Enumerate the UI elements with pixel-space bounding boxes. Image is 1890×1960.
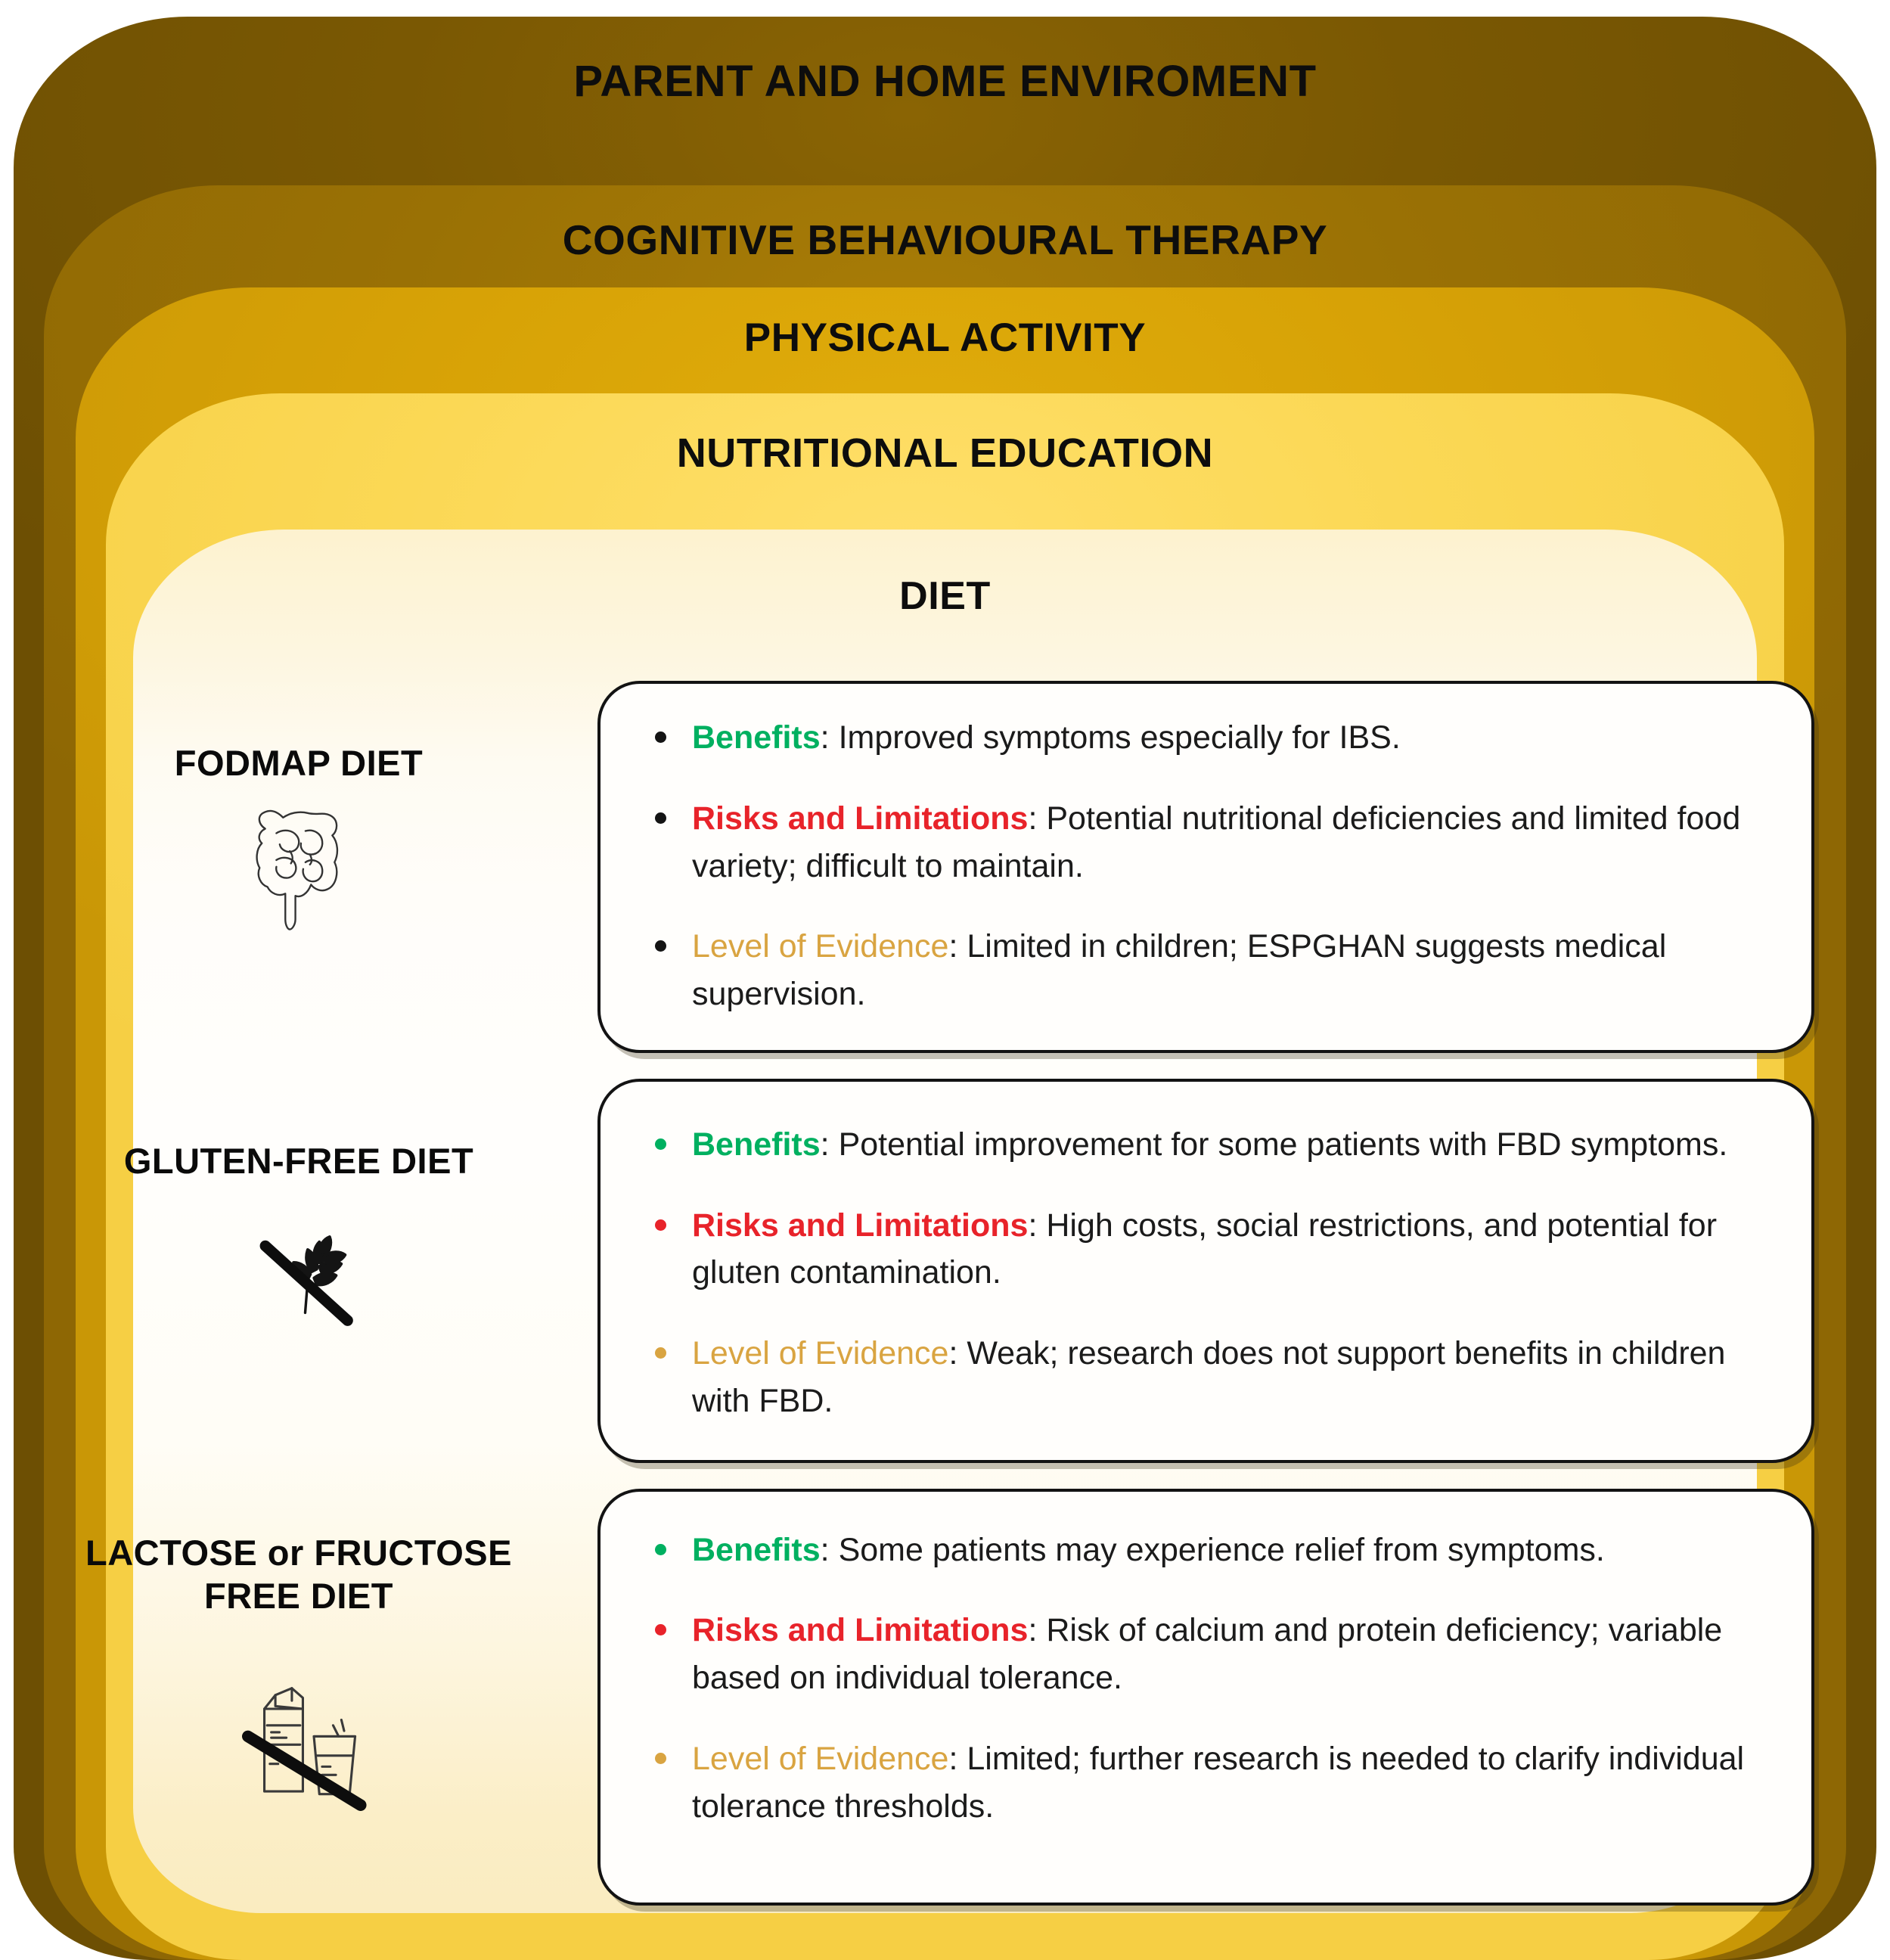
bullet-item <box>631 1330 1777 1425</box>
bullet-separator: : <box>820 1531 839 1568</box>
bullet-separator: : <box>948 1335 967 1372</box>
bullet-dot <box>655 1347 666 1359</box>
bullet-separator: : <box>1028 1207 1047 1244</box>
bullet-body: Some patients may experience relief from symptoms. <box>838 1531 1605 1568</box>
bullet-body: Potential nutritional deficiencies and limited food variety; difficult to maintain. <box>692 800 1741 884</box>
bullet-separator: : <box>948 1740 967 1777</box>
bullet-label: Benefits <box>692 719 821 756</box>
lactose-label-line-1: LACTOSE or FRUCTOSE <box>85 1532 512 1573</box>
bullet-label: Risks and Limitations <box>692 1612 1029 1649</box>
bullet-item <box>631 1607 1777 1702</box>
bullet-label: Level of Evidence <box>692 928 949 965</box>
fodmap-diet-label: FODMAP DIET <box>174 743 424 783</box>
bullet-item <box>631 1735 1777 1831</box>
bullet-separator: : <box>948 928 967 965</box>
bullet-body: Improved symptoms especially for IBS. <box>838 719 1401 756</box>
bullet-item <box>631 795 1777 890</box>
bullet-body: High costs, social restrictions, and potential for gluten contamination. <box>692 1207 1718 1291</box>
layer-physical-label: PHYSICAL ACTIVITY <box>743 315 1147 360</box>
bullet-separator: : <box>1028 800 1047 837</box>
bullet-dot <box>655 732 666 743</box>
bullet-text <box>692 1330 1777 1425</box>
bullet-separator: : <box>820 1126 839 1163</box>
lactose-label-line-2: FREE DIET <box>204 1575 393 1616</box>
bullet-body: Risk of calcium and protein deficiency; variable based on individual tolerance. <box>692 1612 1723 1697</box>
bullet-text <box>692 714 1401 762</box>
no-wheat-icon <box>234 1220 363 1349</box>
bullet-dot <box>655 812 666 824</box>
bullet-item <box>631 923 1777 1018</box>
fodmap-label-column <box>0 681 597 933</box>
bullet-text <box>692 1607 1777 1702</box>
bullet-item <box>631 1202 1777 1297</box>
bullet-item <box>631 714 1777 762</box>
fodmap-info-card <box>597 681 1814 1053</box>
layer-nutrition-label: NUTRITIONAL EDUCATION <box>676 430 1214 476</box>
bullet-dot <box>655 1624 666 1635</box>
bullet-text <box>692 795 1777 890</box>
bullet-dot <box>655 940 666 952</box>
bullet-text <box>692 923 1777 1018</box>
bullet-separator: : <box>820 719 839 756</box>
lactose-fructose-info-card <box>597 1489 1814 1906</box>
layer-diet-label: DIET <box>899 574 991 618</box>
diet-row-gluten-free <box>0 1079 1890 1463</box>
gluten-label-column <box>0 1079 597 1349</box>
gluten-free-diet-label: GLUTEN-FREE DIET <box>123 1140 474 1181</box>
diet-row-lactose-fructose-free <box>0 1489 1890 1906</box>
bullet-dot <box>655 1753 666 1764</box>
bullet-body: Limited; further research is needed to clarify individual tolerance thresholds. <box>692 1740 1745 1825</box>
bullet-dot <box>655 1544 666 1555</box>
bullet-label: Risks and Limitations <box>692 1207 1029 1244</box>
bullet-dot <box>655 1138 666 1150</box>
bullet-text <box>692 1527 1605 1574</box>
bullet-label: Level of Evidence <box>692 1335 949 1372</box>
bullet-label: Risks and Limitations <box>692 800 1029 837</box>
layer-cbt-label: COGNITIVE BEHAVIOURAL THERAPY <box>562 216 1328 263</box>
bullet-item <box>631 1121 1777 1169</box>
bullet-label: Benefits <box>692 1126 821 1163</box>
bullet-dot <box>655 1219 666 1231</box>
bullet-body: Weak; research does not support benefits in children with FBD. <box>692 1335 1726 1419</box>
lactose-label-column <box>0 1489 597 1812</box>
bullet-text <box>692 1735 1777 1831</box>
bullet-body: Limited in children; ESPGHAN suggests medical supervision. <box>692 928 1667 1013</box>
intestine-icon <box>242 804 355 933</box>
bullet-separator: : <box>1028 1612 1047 1649</box>
bullet-item <box>631 1527 1777 1574</box>
diet-row-fodmap <box>0 681 1890 1053</box>
bullet-body: Potential improvement for some patients with FBD symptoms. <box>838 1126 1728 1163</box>
diet-rows <box>0 681 1890 1931</box>
bullet-label: Benefits <box>692 1531 821 1568</box>
layer-parent-label: PARENT AND HOME ENVIROMENT <box>573 57 1317 106</box>
gluten-free-info-card <box>597 1079 1814 1463</box>
bullet-text <box>692 1202 1777 1297</box>
bullet-label: Level of Evidence <box>692 1740 949 1777</box>
lactose-fructose-free-diet-label <box>85 1531 512 1618</box>
no-dairy-icon <box>223 1667 374 1811</box>
bullet-text <box>692 1121 1727 1169</box>
